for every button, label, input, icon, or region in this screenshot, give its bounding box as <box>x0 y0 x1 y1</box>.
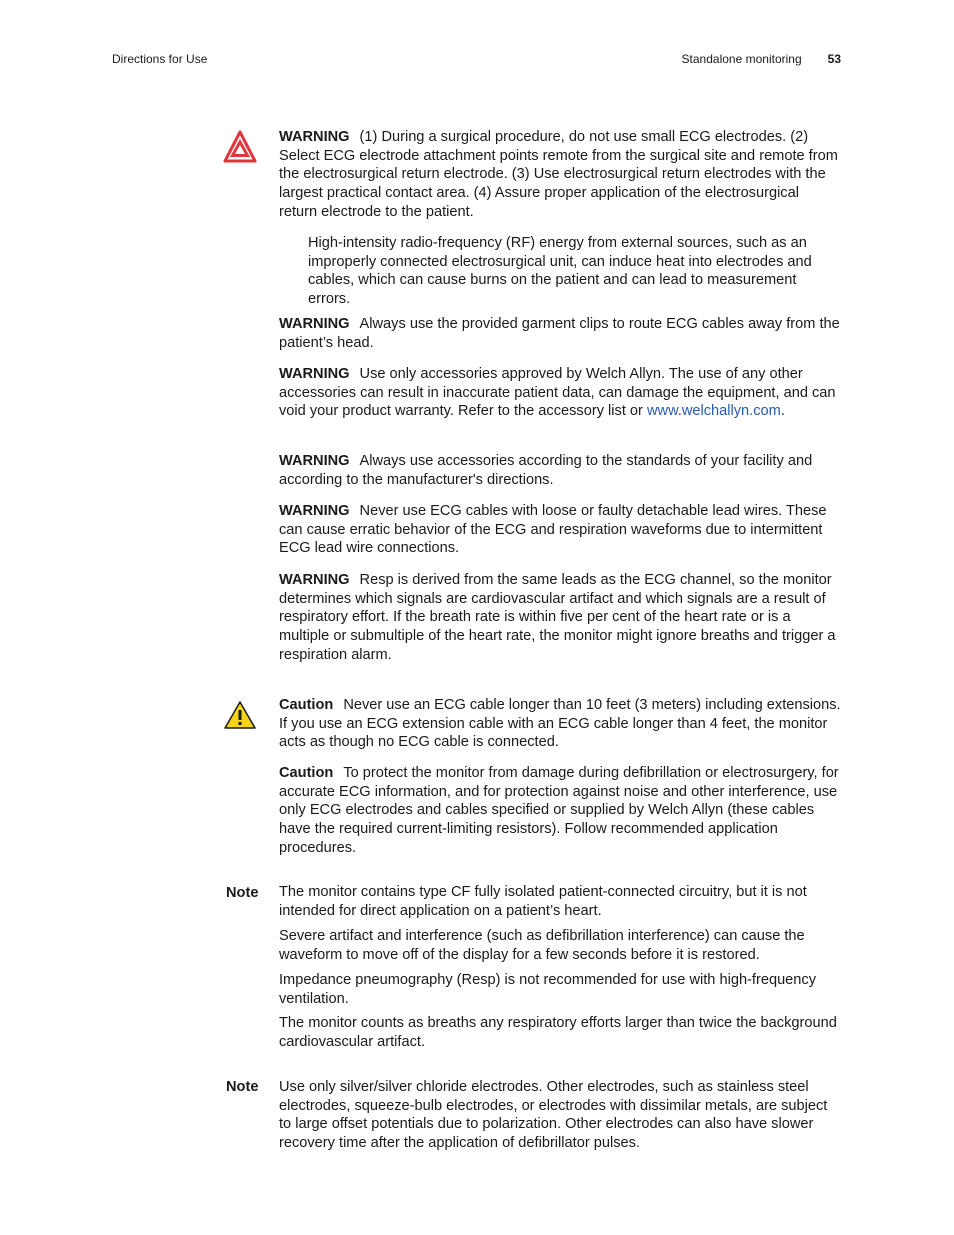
document-title: Directions for Use <box>112 52 208 66</box>
warning-block-3 <box>279 365 841 421</box>
note-block-1b <box>279 927 841 964</box>
rf-energy-text: High-intensity radio-frequency (RF) energy from external sources, such as an improperly connected electrosurgical unit, can induce heat into electrodes and cables, which can cause burns on the patient and can lead to measurement errors. <box>308 235 812 308</box>
caution-label: Caution <box>279 765 334 781</box>
warning-label: WARNING <box>279 129 350 145</box>
link-trailing-period: . <box>780 403 785 420</box>
caution-text: To protect the monitor from damage during defibrillation or electrosurgery, for accurate ECG information, and for protection against noise and other interference, use only ECG electrodes and cables specified or supplied by Welch Allyn (these cables have the required current-limiting resistors). Follow recommended application procedures. <box>279 765 839 856</box>
warning-block-2 <box>279 315 841 352</box>
note-paragraph: The monitor counts as breaths any respiratory efforts larger than twice the background cardiovascular artifact. <box>279 1015 837 1050</box>
note-paragraph: Impedance pneumography (Resp) is not recommended for use with high-frequency ventilation. <box>279 972 817 1007</box>
rf-energy-paragraph <box>279 234 841 309</box>
caution-text: Never use an ECG cable longer than 10 feet (3 meters) including extensions. If you use an ECG extension cable with an ECG cable longer than 4 feet, the monitor acts as though no ECG cable is connected. <box>279 697 841 751</box>
note-block-2 <box>279 1078 841 1153</box>
caution-block-1 <box>279 696 841 752</box>
note-label-1: Note <box>226 885 259 901</box>
warning-text: Never use ECG cables with loose or faulty detachable lead wires. These can cause erratic behavior of the ECG and respiration waveforms due to intermittent ECG lead wire connections. <box>279 503 827 557</box>
warning-hazard-triangle-icon <box>223 130 257 168</box>
note-label-2: Note <box>226 1079 259 1095</box>
warning-text: Use only accessories approved by Welch Allyn. The use of any other accessories can result in inaccurate patient data, can damage the equipment, and can void your product warranty. Refer to the accessory list or <box>279 366 836 420</box>
section-title: Standalone monitoring <box>681 52 802 66</box>
note-block-1c <box>279 971 841 1008</box>
warning-label: WARNING <box>279 453 350 469</box>
warning-block-5 <box>279 502 841 558</box>
header-right <box>682 52 841 66</box>
warning-block-1 <box>279 128 841 222</box>
warning-text: Resp is derived from the same leads as the ECG channel, so the monitor determines which signals are cardiovascular artifact and which signals are a result of respiratory effort. If the breath rate is within five per cent of the heart rate or is a multiple or submultiple of the heart rate, the monitor might ignore breaths and trigger a respiration alarm. <box>279 572 836 663</box>
warning-label: WARNING <box>279 503 350 519</box>
page-number: 53 <box>827 52 841 66</box>
warning-text: Always use accessories according to the standards of your facility and according to the manufacturer's directions. <box>279 453 813 488</box>
note-paragraph: The monitor contains type CF fully isolated patient-connected circuitry, but it is not intended for direct application on a patient’s heart. <box>279 884 807 919</box>
note-block-1 <box>279 883 841 920</box>
note-paragraph: Severe artifact and interference (such as defibrillation interference) can cause the waveform to move off of the display for a few seconds before it is restored. <box>279 928 805 963</box>
note-block-1d <box>279 1014 841 1051</box>
warning-label: WARNING <box>279 366 350 382</box>
caution-block-2 <box>279 764 841 858</box>
caution-exclamation-triangle-icon <box>223 700 257 735</box>
warning-label: WARNING <box>279 316 350 332</box>
caution-label: Caution <box>279 697 334 713</box>
warning-block-4 <box>279 452 841 489</box>
welchallyn-link[interactable]: www.welchallyn.com <box>646 403 781 420</box>
warning-block-6 <box>279 571 841 665</box>
warning-text: Always use the provided garment clips to route ECG cables away from the patient’s head. <box>279 316 840 351</box>
warning-text: (1) During a surgical procedure, do not use small ECG electrodes. (2) Select ECG electrode attachment points remote from the surgical site and remote from the electrosurgical return electrode. (3) Use electrosurgical return electrodes with the largest practical contact area. (4) Assure proper application of the electrosurgical return electrode to the patient. <box>279 129 838 220</box>
page-header <box>112 52 841 70</box>
warning-label: WARNING <box>279 572 350 588</box>
note-paragraph: Use only silver/silver chloride electrodes. Other electrodes, such as stainless steel electrodes, squeeze-bulb electrodes, or electrodes with dissimilar metals, are subject to large offset potentials due to polarization. Other electrodes can also have slower recovery time after the application of defibrillator pulses. <box>279 1079 828 1152</box>
